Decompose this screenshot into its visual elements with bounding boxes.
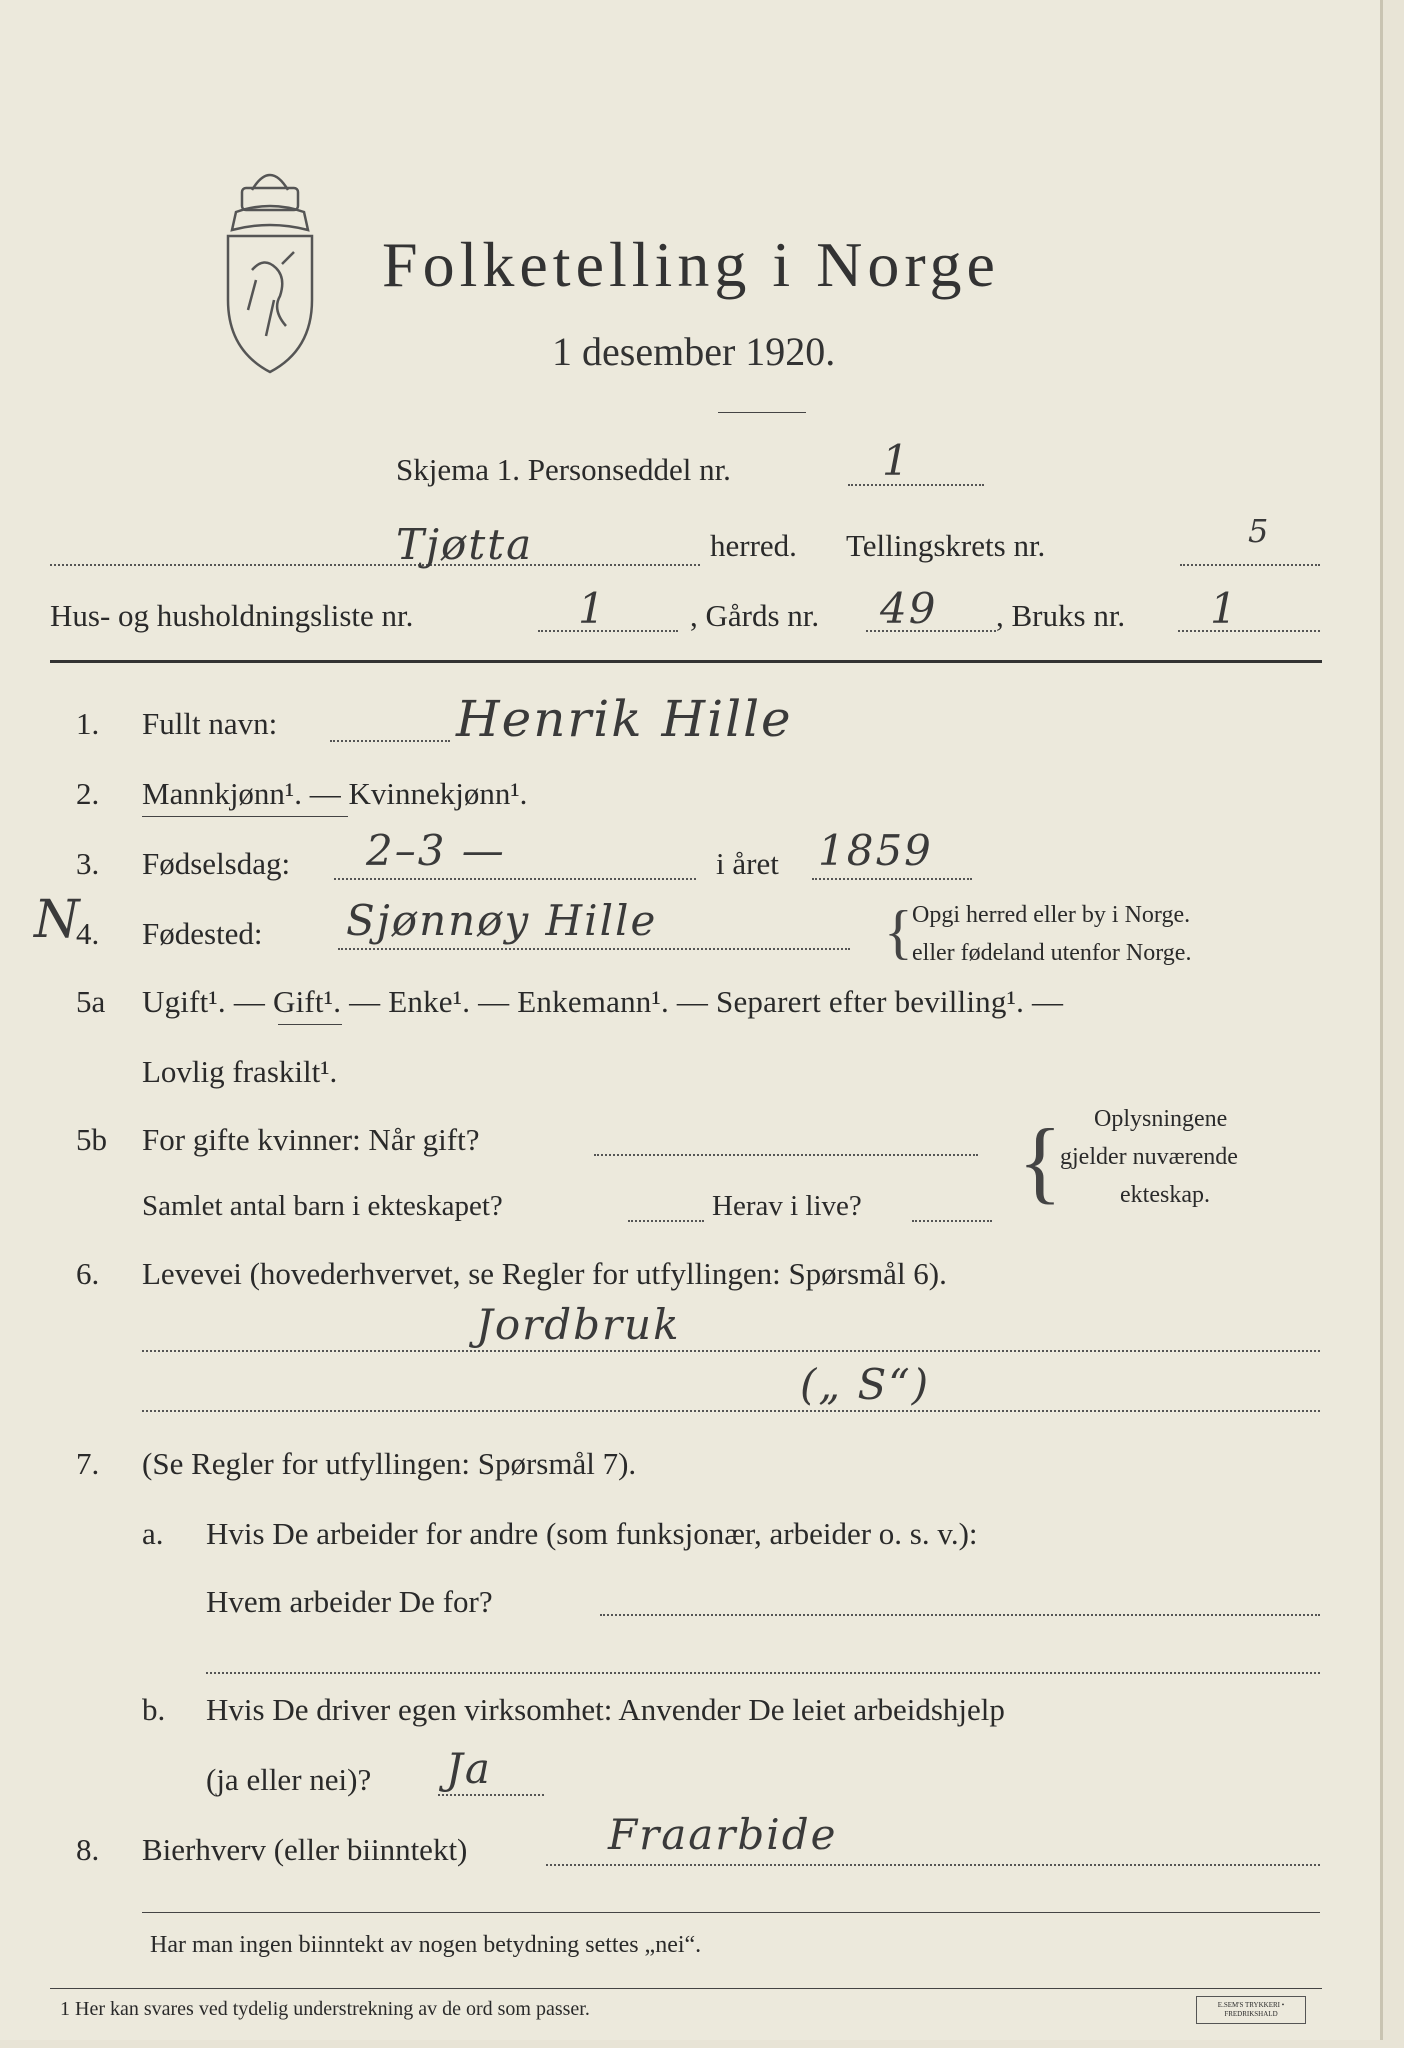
q2-gender-options: Mannkjønn¹. — Kvinnekjønn¹. (142, 776, 528, 811)
q7-number: 7. (76, 1446, 100, 1481)
q5b-brace: { (1018, 1110, 1063, 1212)
q3-dots (334, 878, 696, 880)
q5a-marital-options: Ugift¹. — Gift¹. — Enke¹. — Enkemann¹. — Separert efter bevilling¹. — (142, 984, 1064, 1019)
hus-label: Hus- og husholdningsliste nr. (50, 598, 414, 633)
q7b-line2: (ja eller nei)? (206, 1762, 372, 1797)
q4-dots (338, 948, 850, 950)
bruks-value: 1 (1210, 584, 1239, 633)
footer-rule (142, 1912, 1320, 1913)
footnote: 1 Her kan svares ved tydelig understrekning av de ord som passer. (60, 1998, 590, 2020)
q3-year-label: i året (716, 846, 779, 881)
tellingskrets-dots (1180, 564, 1320, 566)
q6-label: Levevei (hovederhvervet, se Regler for utfyllingen: Spørsmål 6). (142, 1256, 947, 1291)
q3-number: 3. (76, 846, 100, 881)
q5b-note-line3: ekteskap. (1120, 1182, 1210, 1208)
q6-number: 6. (76, 1256, 100, 1291)
tellingskrets-value: 5 (1248, 512, 1271, 550)
q4-number: 4. (76, 916, 100, 951)
schema-dots (848, 484, 984, 486)
q6-occupation: Jordbruk (476, 1300, 681, 1349)
herred-dots (50, 564, 700, 566)
q8-side-income: Fraarbide (608, 1810, 838, 1859)
q7b-letter: b. (142, 1692, 166, 1727)
bruks-dots (1178, 630, 1320, 632)
q5b-line1: For gifte kvinner: Når gift? (142, 1122, 480, 1157)
q7a-line1: Hvis De arbeider for andre (som funksjonær, arbeider o. s. v.): (206, 1516, 978, 1551)
form-title: Folketelling i Norge (382, 229, 1000, 300)
q3-year-dots (812, 878, 972, 880)
q7b-answer: Ja (446, 1744, 492, 1793)
hus-value: 1 (578, 584, 607, 633)
q5a-number: 5a (76, 984, 106, 1019)
q8-number: 8. (76, 1832, 100, 1867)
q4-note-line2: eller fødeland utenfor Norge. (912, 940, 1192, 966)
gards-value: 49 (880, 584, 938, 633)
q5b-children-dots (628, 1220, 704, 1222)
schema-number: 1 (882, 436, 911, 485)
bruks-label: , Bruks nr. (996, 598, 1126, 633)
q4-note-line1: Opgi herred eller by i Norge. (912, 902, 1191, 928)
herred-value: Tjøtta (396, 520, 534, 569)
q3-label: Fødselsdag: (142, 846, 291, 881)
q1-number: 1. (76, 706, 100, 741)
q3-birth-year: 1859 (818, 826, 933, 875)
footnote-rule (50, 1988, 1322, 1989)
schema-label: Skjema 1. Personseddel nr. (396, 452, 731, 487)
q7a-dots-1 (600, 1614, 1320, 1616)
q7a-line2: Hvem arbeider De for? (206, 1584, 493, 1619)
q3-birth-date: 2–3 — (366, 826, 506, 875)
header-rule (50, 660, 1322, 663)
q8-label: Bierhverv (eller biinntekt) (142, 1832, 468, 1867)
census-date: 1 desember 1920. (552, 329, 836, 374)
title-divider (718, 412, 806, 413)
q7b-dots (438, 1794, 544, 1796)
q5b-note-line2: gjelder nuværende (1060, 1144, 1238, 1170)
q5b-when-dots (594, 1154, 978, 1156)
q6-occupation-code: („ S“) (800, 1360, 931, 1409)
q1-dots (330, 740, 450, 742)
footer-note: Har man ingen biinntekt av nogen betydning settes „nei“. (150, 1932, 702, 1958)
printer-stamp: E.SEM'S TRYKKERI • FREDRIKSHALD (1196, 1996, 1306, 2024)
q6-dots-1 (142, 1350, 1320, 1352)
q6-dots-2 (142, 1410, 1320, 1412)
q5b-herav-label: Herav i live? (712, 1190, 862, 1222)
q1-full-name: Henrik Hille (456, 690, 793, 748)
margin-check-mark: N (34, 890, 82, 950)
q5a-gift-underline (278, 1024, 342, 1025)
hus-dots (538, 630, 678, 632)
q5b-alive-dots (912, 1220, 992, 1222)
q5b-number: 5b (76, 1122, 107, 1157)
q5a-fraskilt: Lovlig fraskilt¹. (142, 1054, 338, 1089)
herred-label: herred. (710, 528, 797, 563)
q5b-note-line1: Oplysningene (1094, 1106, 1228, 1132)
gards-label: , Gårds nr. (690, 598, 820, 633)
q4-birthplace: Sjønnøy Hille (346, 896, 658, 945)
tellingskrets-label: Tellingskrets nr. (846, 528, 1046, 563)
q7-label: (Se Regler for utfyllingen: Spørsmål 7). (142, 1446, 637, 1481)
q4-label: Fødested: (142, 916, 263, 951)
q2-mannkjonn-underline (142, 816, 348, 817)
q1-label: Fullt navn: (142, 706, 278, 741)
q4-brace: { (884, 899, 913, 965)
q2-number: 2. (76, 776, 100, 811)
q8-dots (546, 1864, 1320, 1866)
q7b-line1: Hvis De driver egen virksomhet: Anvender De leiet arbeidshjelp (206, 1692, 1005, 1727)
q7a-letter: a. (142, 1516, 164, 1551)
coat-of-arms-icon (212, 160, 328, 380)
q5b-line2: Samlet antal barn i ekteskapet? (142, 1190, 503, 1222)
q7a-dots-2 (206, 1672, 1320, 1674)
